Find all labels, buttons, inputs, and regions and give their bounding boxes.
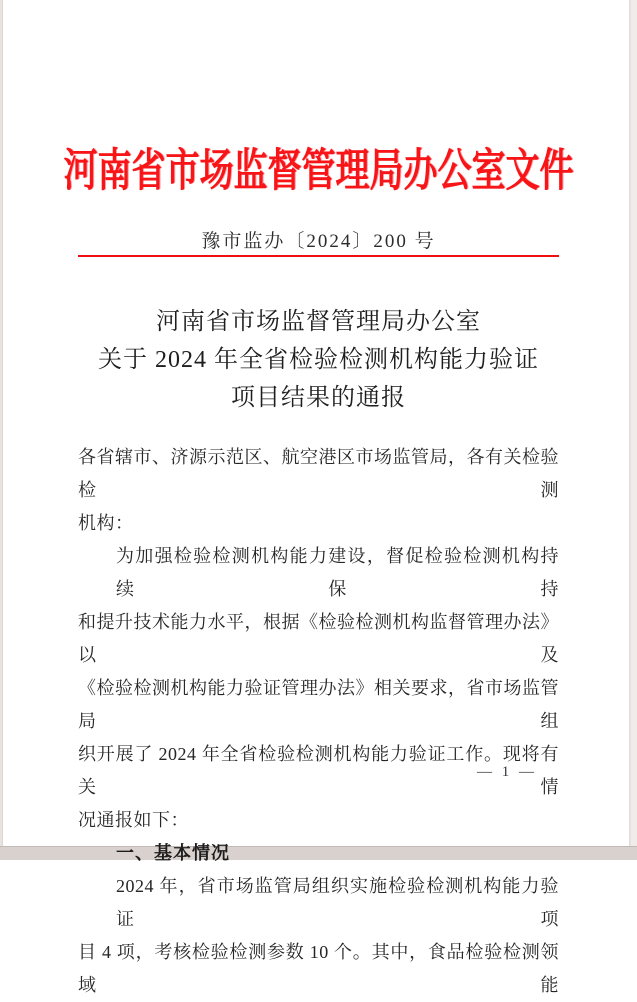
document-body — [78, 441, 559, 1002]
document-title-line-2: 关于 2024 年全省检验检测机构能力验证 — [98, 347, 539, 373]
body-text-line: 机构： — [78, 513, 134, 533]
document-title-line-3: 项目结果的通报 — [231, 385, 406, 411]
document-title-line-1: 河南省市场监督管理局办公室 — [156, 309, 481, 335]
body-text-line: 各省辖市、济源示范区、航空港区市场监管局，各有关检验检测 — [78, 447, 559, 500]
page-number: — 1 — — [477, 764, 537, 780]
document-reference-number: 豫市监办〔2024〕200 号 — [201, 231, 436, 252]
body-text-line: 况通报如下： — [78, 810, 189, 830]
body-text-line: 为加强检验检测机构能力建设，督促检验检测机构持续保持 — [116, 546, 559, 599]
red-letterhead-title: 河南省市场监督管理局办公室文件 — [63, 147, 574, 197]
scan-edge-right — [631, 0, 637, 846]
body-text-line: 2024 年，省市场监管局组织实施检验检测机构能力验证项 — [116, 876, 559, 929]
body-text-line: 织开展了 2024 年全省检验检测机构能力验证工作。现将有关情 — [78, 744, 559, 797]
red-divider-rule — [78, 255, 559, 257]
body-text-line: 和提升技术能力水平，根据《检验检测机构监督管理办法》以及 — [78, 612, 559, 665]
body-text-line: 目 4 项，考核检验检测参数 10 个。其中，食品检验检测领域能 — [78, 942, 559, 995]
body-text-line: 《检验检测机构能力验证管理办法》相关要求，省市场监管局组 — [78, 678, 559, 731]
document-title — [40, 303, 597, 417]
section-heading: 一、基本情况 — [116, 843, 230, 863]
